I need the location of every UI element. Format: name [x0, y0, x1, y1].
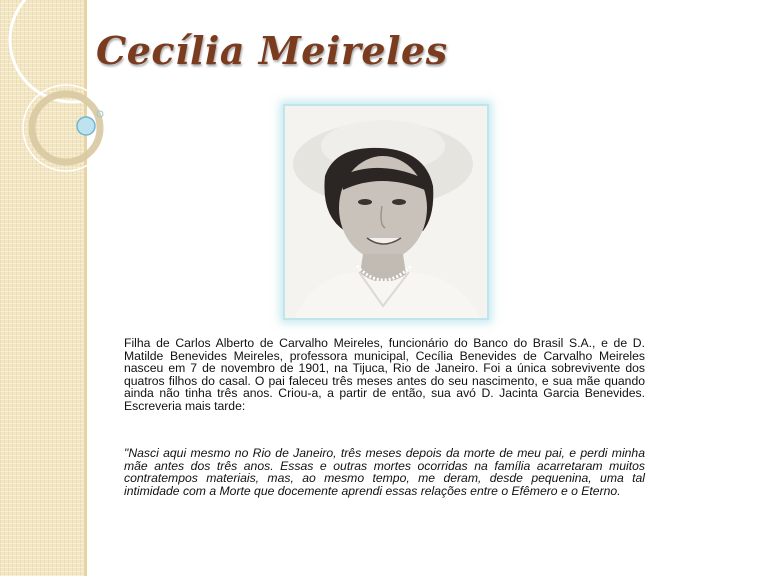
blue-bubble [77, 117, 95, 135]
biography-paragraph: Filha de Carlos Alberto de Carvalho Meireles, funcionário do Banco do Brasil S.A., e de D. Matilde Benevides Meireles, professora municipal, Cecília Benevides de Carvalho Meireles nasceu em 7 de novembro de 1901, na Tijuca, Rio de Janeiro. Foi a única sobrevivente dos quatros filhos do casal. O pai faleceu três meses antes do seu nascimento, e sua mãe quando ainda não tinha três anos. Criou-a, a partir de então, sua avó D. Jacinta Garcia Benevides. Escreveria mais tarde: [124, 336, 645, 413]
portrait-photo-frame [283, 104, 489, 320]
thin-ring [23, 85, 109, 171]
quote-paragraph: "Nasci aqui mesmo no Rio de Janeiro, três meses depois da morte de meu pai, e perdi minha mãe antes dos três anos. Essas e outras mortes ocorridas na família acarretaram muitos contratempos materiais, mas, ao mesmo tempo, me deram, desde pequenina, uma tal intimidade com a Morte que docemente aprendi essas relações entre o Efêmero e o Eterno. [124, 446, 645, 498]
portrait-photo [285, 106, 487, 318]
slide-title: Cecília Meireles [96, 28, 448, 73]
